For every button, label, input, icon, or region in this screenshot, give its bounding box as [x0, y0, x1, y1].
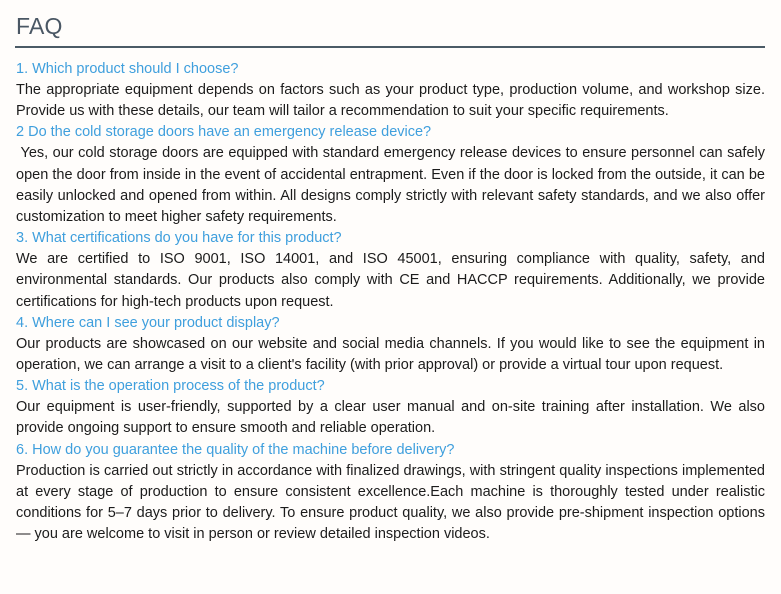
faq-answer: The appropriate equipment depends on factors such as your product type, production volume, and workshop size. Provide us with these details, our team will tailor a recommendation to suit your specific requirements.: [16, 82, 770, 120]
faq-question: 1. Which product should I choose?: [16, 61, 239, 77]
faq-question: 6. How do you guarantee the quality of the machine before delivery?: [16, 441, 455, 458]
faq-item: [16, 440, 770, 546]
faq-question: 2 Do the cold storage doors have an emergency release device?: [16, 124, 432, 141]
faq-item: [16, 59, 770, 122]
faq-answer: Our equipment is user-friendly, supported by a clear user manual and on-site training after installation. We also provide ongoing support to ensure smooth and reliable operation.: [16, 399, 770, 437]
faq-item: [16, 228, 770, 313]
faq-header: [0, 0, 781, 46]
faq-item: [16, 313, 770, 376]
faq-item: [16, 122, 770, 228]
faq-answer: Production is carried out strictly in accordance with finalized drawings, with stringent quality inspections implemented at every stage of production to ensure consistent excellence.Each machine is thoroughly tested under realistic conditions for 5–7 days prior to delivery. To ensure product quality, we also provide pre-shipment inspection options — you are welcome to visit in person or review detailed inspection videos.: [16, 462, 770, 543]
faq-question: 5. What is the operation process of the product?: [16, 378, 325, 395]
faq-question: 3. What certifications do you have for this product?: [16, 230, 342, 247]
faq-item: [16, 376, 770, 439]
faq-question: 4. Where can I see your product display?: [16, 314, 280, 331]
faq-list: [0, 48, 781, 545]
page-title: FAQ: [16, 13, 63, 39]
faq-answer: Yes, our cold storage doors are equipped with standard emergency release devices to ensure personnel can safely open the door from inside in the event of accidental entrapment. Even if the door is locked from the outside, it can be easily unlocked and opened from within. All designs comply strictly with relevant safety standards, and we also offer customization to meet higher safety requirements.: [16, 145, 770, 226]
faq-answer: We are certified to ISO 9001, ISO 14001, and ISO 45001, ensuring compliance with quality, safety, and environmental standards. Our products also comply with CE and HACCP requirements. Additionally, we provide certifications for high-tech products upon request.: [16, 251, 770, 310]
faq-answer: Our products are showcased on our website and social media channels. If you would like to see the equipment in operation, we can arrange a visit to a client's facility (with prior approval) or provide a virtual tour upon request.: [16, 335, 770, 374]
